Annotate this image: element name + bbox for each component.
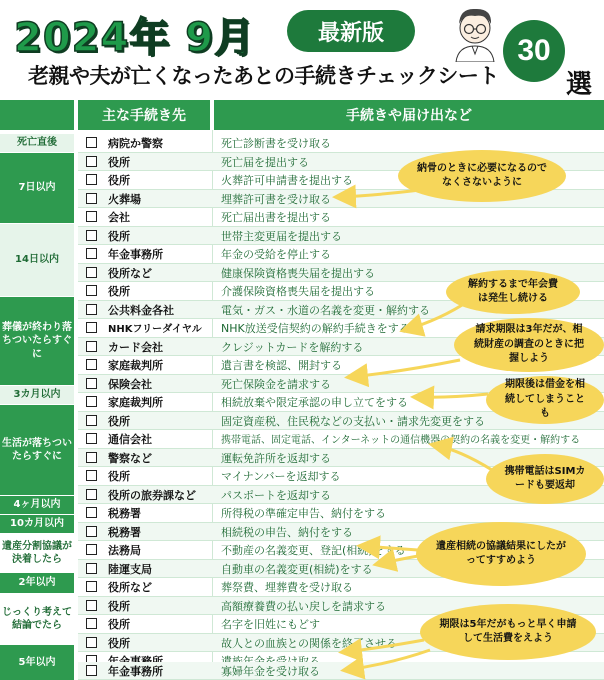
checkbox[interactable] (86, 341, 97, 352)
checklist-row (78, 430, 604, 449)
office-name: 役所 (108, 618, 130, 631)
procedure-text: 埋葬許可書を受け取る (221, 192, 331, 206)
procedure-text: NHK放送受信契約の解約手続きをする (221, 322, 410, 335)
count-badge: 30 (503, 20, 565, 82)
procedure-text: 死亡届出書を提出する (221, 211, 331, 224)
procedure-text: 介護保険資格喪失届を提出する (221, 285, 375, 298)
checkbox[interactable] (86, 137, 97, 148)
group-label: 死亡直後 (0, 134, 74, 152)
checklist-row (78, 227, 604, 246)
checkbox[interactable] (86, 322, 97, 333)
procedure-column-header: 手続きや届け出など (214, 100, 604, 130)
procedure-text: 死亡診断書を受け取る (221, 137, 331, 150)
latest-edition-badge: 最新版 (287, 10, 415, 52)
office-name: 公共料金各社 (108, 303, 174, 317)
checkbox[interactable] (86, 581, 97, 592)
checklist-row (78, 245, 604, 264)
procedure-text: 固定資産税、住民税などの支払い・請求先変更をする (221, 414, 485, 428)
office-name: 役所 (108, 470, 130, 483)
group-label: 7日以内 (0, 153, 74, 223)
procedure-text: 相続税の申告、納付をする (221, 525, 353, 539)
checkbox[interactable] (86, 507, 97, 518)
office-name: 通信会社 (108, 433, 152, 446)
group-label: じっくり考えて結論でたら (0, 594, 74, 644)
note-bubble: 解約するまで年会費は発生し続ける (446, 270, 580, 314)
checkbox[interactable] (86, 396, 97, 407)
office-name: 会社 (108, 211, 130, 224)
checkbox[interactable] (86, 526, 97, 537)
note-bubble: 期限は5年だがもっと早く申請して生活費をえよう (420, 604, 596, 660)
checkbox[interactable] (86, 489, 97, 500)
office-name: 役所の旅券課など (108, 488, 196, 502)
procedure-text: パスポートを返却する (221, 488, 331, 502)
office-name: 税務署 (108, 507, 141, 520)
checkbox[interactable] (86, 359, 97, 370)
group-label: 生活が落ちついたらすぐに (0, 405, 74, 495)
office-name: 役所 (108, 174, 130, 187)
group-label: 葬儀が終わり落ちついたらすぐに (0, 297, 74, 385)
checklist-row (78, 208, 604, 227)
group-header-spacer (0, 100, 74, 130)
note-bubble: 期限後は借金を相続してしまうことも (486, 376, 604, 424)
procedure-text: 不動産の名義変更、登記(相続)をする (221, 544, 406, 557)
procedure-text: 相続放棄や限定承認の申し立てをする (221, 396, 408, 409)
office-name: 法務局 (108, 544, 141, 557)
office-name: 年金事務所 (108, 248, 163, 261)
note-bubble: 請求期限は3年だが、相続財産の調査のときに把握しよう (454, 318, 604, 372)
procedure-text: 死亡届を提出する (221, 155, 309, 169)
checkbox[interactable] (86, 452, 97, 463)
checkbox[interactable] (86, 637, 97, 648)
procedure-text: 高額療養費の払い戻しを請求する (221, 599, 386, 613)
checkbox[interactable] (86, 174, 97, 185)
checkbox[interactable] (86, 433, 97, 444)
procedure-text: 死亡保険金を請求する (221, 377, 331, 391)
checkbox[interactable] (86, 248, 97, 259)
office-name: 役所 (108, 155, 130, 169)
checkbox[interactable] (86, 285, 97, 296)
office-name: 税務署 (108, 525, 141, 539)
procedure-text: 年金の受給を停止する (221, 248, 331, 261)
note-bubble: 携帯電話はSIMカードも要返却 (486, 454, 604, 504)
office-name: 役所 (108, 636, 130, 650)
checkbox[interactable] (86, 665, 97, 676)
checkbox[interactable] (86, 378, 97, 389)
office-name: 警察など (108, 451, 152, 465)
note-bubble: 遺産相続の協議結果にしたがってすすめよう (416, 522, 586, 586)
checklist-row (78, 504, 604, 523)
office-name: 病院か警察 (108, 137, 163, 150)
office-name: 火葬場 (108, 192, 141, 206)
office-name: 役所 (108, 285, 130, 298)
checkbox[interactable] (86, 415, 97, 426)
group-label: 14日以内 (0, 224, 74, 296)
group-label: 3カ月以内 (0, 386, 74, 404)
office-name: 役所など (108, 581, 152, 594)
table-header (0, 100, 604, 130)
office-name: 役所 (108, 599, 130, 613)
office-name: 家庭裁判所 (108, 359, 163, 372)
procedure-text: 所得税の準確定申告、納付をする (221, 507, 386, 520)
procedure-text: 電気・ガス・水道の名義を変更・解約する (221, 303, 430, 317)
office-name: 家庭裁判所 (108, 396, 163, 409)
checkbox[interactable] (86, 563, 97, 574)
checklist-row (78, 134, 604, 153)
page-subtitle: 老親や夫が亡くなったあとの手続きチェックシート (28, 64, 499, 88)
checkbox[interactable] (86, 267, 97, 278)
checkbox[interactable] (86, 470, 97, 481)
office-name: 年金事務所 (108, 664, 163, 678)
procedure-text: 寡婦年金を受け取る (221, 664, 320, 678)
office-name: 陸運支局 (108, 562, 152, 576)
checkbox[interactable] (86, 230, 97, 241)
procedure-text: 遺言書を検認、開封する (221, 359, 342, 372)
office-name: 役所 (108, 414, 130, 428)
office-name: 保険会社 (108, 377, 152, 391)
group-label: 遺産分割協議が決着したら (0, 534, 74, 572)
procedure-text: 世帯主変更届を提出する (221, 229, 342, 243)
checkbox[interactable] (86, 600, 97, 611)
procedure-text: 自動車の名義変更(相続)をする (221, 562, 373, 576)
group-label: 5年以内 (0, 645, 74, 680)
checklist-row (78, 662, 604, 680)
procedure-text: 葬祭費、埋葬費を受け取る (221, 581, 353, 594)
office-name: カード会社 (108, 340, 163, 354)
checkbox[interactable] (86, 618, 97, 629)
office-column-header: 主な手続き先 (78, 100, 210, 130)
title-year-month: 2024年 9月 (14, 15, 256, 61)
office-name: 役所 (108, 229, 130, 243)
procedure-text: 携帯電話、固定電話、インターネットの通信機器の契約の名義を変更・解約する (221, 435, 581, 446)
procedure-text: マイナンバーを返却する (221, 470, 341, 483)
procedure-text: 故人との血族との関係を終了させる (221, 636, 397, 650)
procedure-text: クレジットカードを解約する (221, 340, 364, 354)
group-label: 2年以内 (0, 573, 74, 593)
checkbox[interactable] (86, 544, 97, 555)
checkbox[interactable] (86, 156, 97, 167)
group-label: 10カ月以内 (0, 515, 74, 533)
group-label: 4ヶ月以内 (0, 496, 74, 514)
procedure-text: 健康保険資格喪失届を提出する (221, 266, 375, 280)
procedure-text: 名字を旧姓にもどす (221, 618, 320, 631)
checkbox[interactable] (86, 211, 97, 222)
procedure-text: 運転免許所を返却する (221, 451, 331, 465)
checkbox[interactable] (86, 193, 97, 204)
avatar-icon (446, 2, 504, 62)
office-name: NHKフリーダイヤル (108, 324, 202, 335)
office-name: 役所など (108, 266, 152, 280)
checkbox[interactable] (86, 304, 97, 315)
note-bubble: 納骨のときに必要になるのでなくさないように (398, 150, 566, 202)
count-suffix: 選 (566, 70, 593, 100)
procedure-text: 火葬許可申請書を提出する (221, 174, 353, 187)
